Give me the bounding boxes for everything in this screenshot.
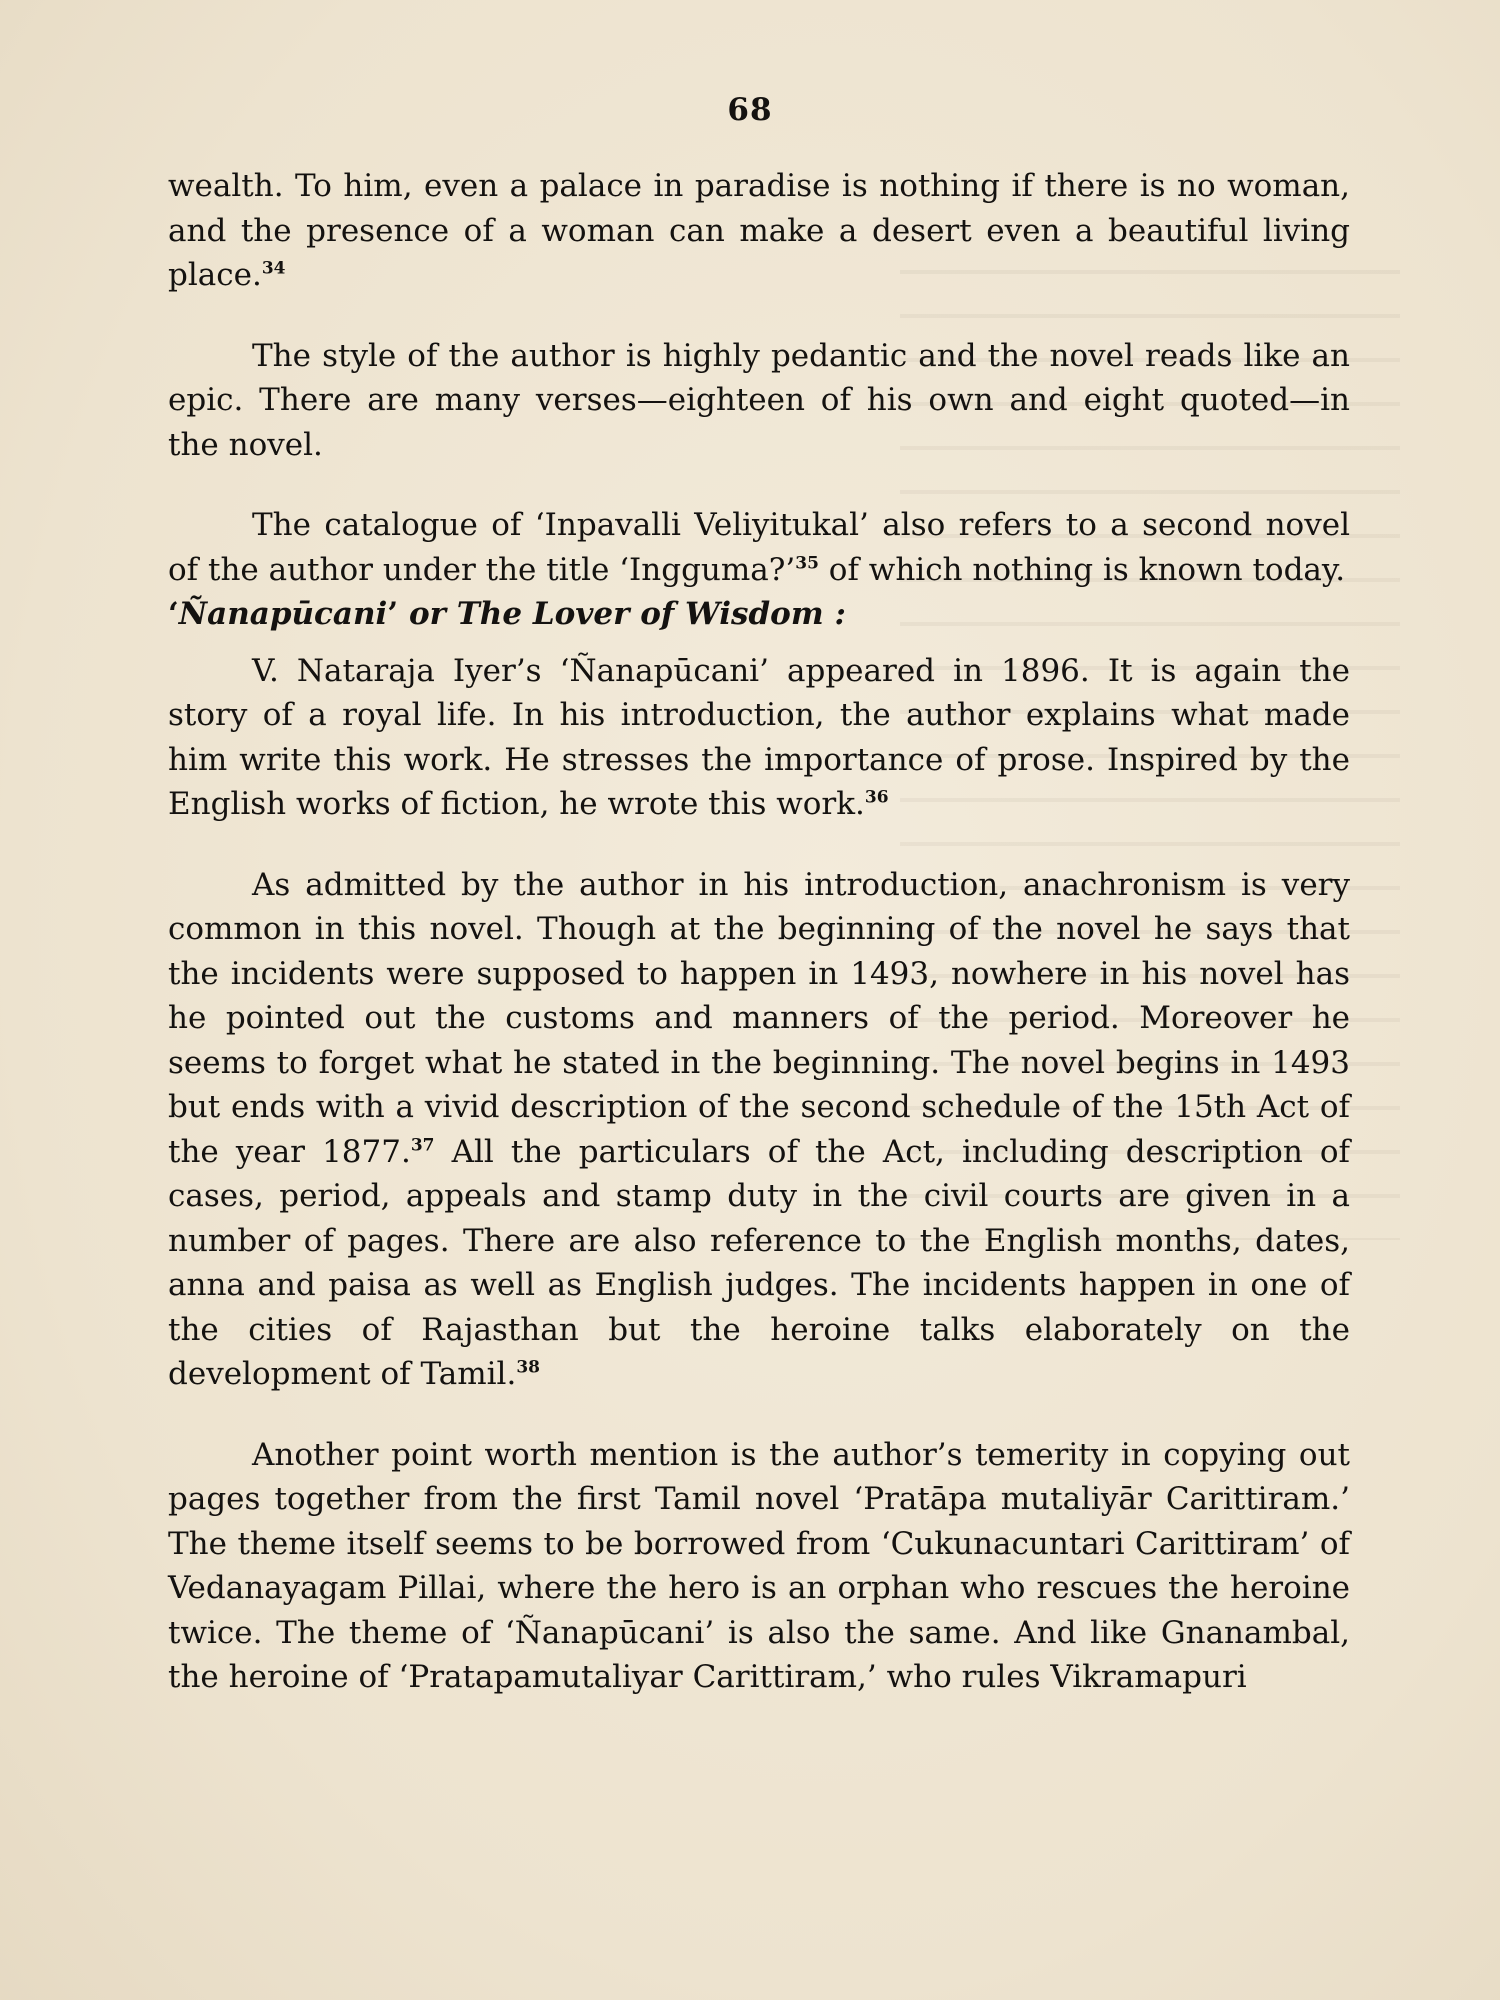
section-heading-title: Ñanapūcani: [178, 596, 388, 632]
paragraph-text: wealth. To him, even a palace in paradise is nothing if there is no woman, and the presence of a woman can make a desert even a beautiful living place.: [168, 168, 1350, 293]
paragraph-temerity: [168, 1433, 1350, 1700]
paragraph-wealth: [168, 164, 1350, 298]
paragraph-text: Another point worth mention is the author’s temerity in copying out pages together from the first Tamil novel ‘Pratāpa mutaliyār Carittiram.’ The theme itself seems to be borrowed from ‘Cukunacuntari Carittiram’ of Vedanayagam Pillai, where the hero is an orphan who rescues the heroine twice. The theme of ‘Ñanapūcani’ is also the same. And like Gnanambal, the heroine of ‘Pratapamutaliyar Carittiram,’ who rules Vikramapuri: [168, 1436, 1350, 1695]
section-heading: ‘Ñanapūcani’ or The Lover of Wisdom :: [168, 596, 846, 632]
paragraph-text: The style of the author is highly pedantic and the novel reads like an epic. There are many verses—eighteen of his own and eight quoted—in the novel.: [168, 337, 1350, 463]
page-number: 68: [727, 92, 773, 128]
section-heading-subtitle: or The Lover of Wisdom :: [408, 596, 846, 632]
paragraph-nataraja: [168, 649, 1350, 827]
footnote-marker: 34: [261, 258, 286, 279]
paragraph-anachronism: [168, 863, 1350, 1397]
paragraph-text: As admitted by the author in his introduction, anachronism is very common in this novel. Though at the beginning of the novel he says that the incidents were supposed to happen in 1493, nowhere in his novel has he pointed out the customs and manners of the period. Moreover he seems to forget what he stated in the beginning. The novel begins in 1493 but ends with a vivid description of the second schedule of the 15th Act of the year 1877.: [168, 866, 1350, 1170]
footnote-marker: 36: [864, 787, 889, 808]
footnote-marker: 37: [410, 1135, 435, 1156]
footnote-marker: 38: [516, 1357, 540, 1378]
paragraph-text-continued: All the particulars of the Act, including description of cases, period, appeals and stamp duty in the civil courts are given in a number of pages. There are also reference to the English months, dates, anna and paisa as well as English judges. The incidents happen in one of the cities of Rajasthan but the heroine talks elaborately on the development of Tamil.: [168, 1133, 1350, 1392]
page-body: [168, 164, 1350, 1700]
paragraph-catalogue: [168, 503, 1350, 592]
paragraph-text: The catalogue of ‘Inpavalli Veliyitukal’ also refers to a second novel of the author under the title ‘Ingguma?’: [168, 507, 1350, 588]
paragraph-text-continued: of which nothing is known today.: [818, 551, 1346, 588]
footnote-marker: 35: [795, 553, 819, 574]
paragraph-text: V. Nataraja Iyer’s ‘Ñanapūcani’ appeared in 1896. It is again the story of a royal life. In his introduction, the author explains what made him write this work. He stresses the importance of prose. Inspired by the English works of fiction, he wrote this work.: [168, 652, 1350, 822]
paragraph-style: [168, 334, 1350, 468]
